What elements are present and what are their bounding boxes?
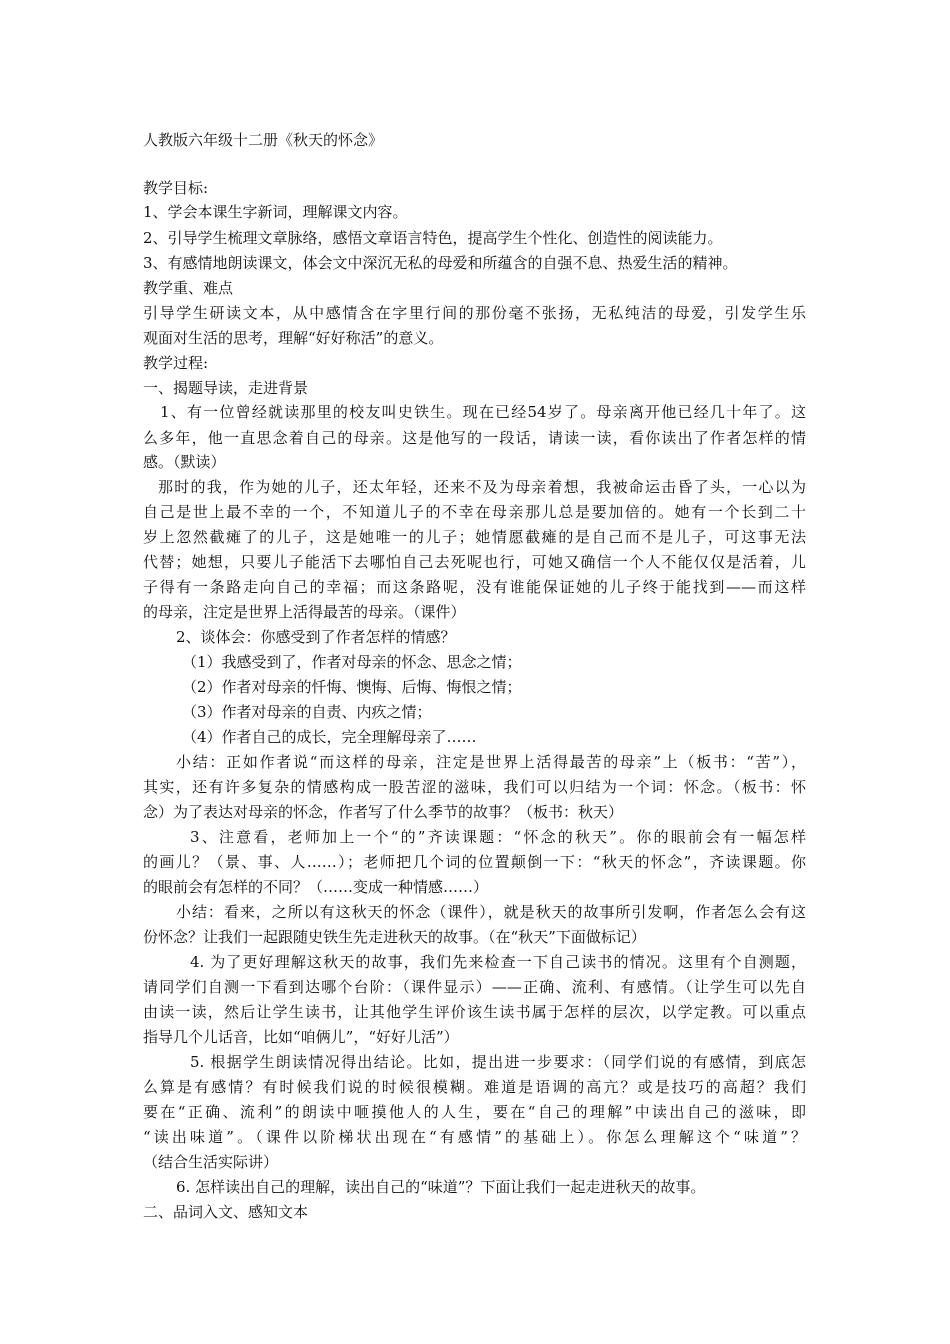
quote-line: 代替；她想，只要儿子能活下去哪怕自己去死呢也行，可她又确信一个人不能仅仅是活着，儿	[143, 553, 806, 571]
paragraph-line: 由读一读，然后让学生读书，让其他学生评价该生读书属于怎样的层次，以学定教。可以重点	[143, 1003, 806, 1021]
paragraph-line: 的眼前会有怎样的不同？（……变成一种情感……）	[143, 878, 489, 896]
process-heading: 教学过程:	[143, 354, 209, 372]
quote-line: 的母亲，注定是世界上活得最苦的母亲。（课件）	[143, 603, 466, 621]
summary-line: 小结：正如作者说“而这样的母亲，注定是世界上活得最苦的母亲”上（板书：“苦”），	[176, 753, 806, 771]
paragraph-line: 1、有一位曾经就读那里的校友叫史铁生。现在已经54岁了。母亲离开他已经几十年了。这	[160, 403, 806, 421]
document-title: 人教版六年级十二册《秋天的怀念》	[143, 131, 384, 149]
paragraph-line: 5. 根据学生朗读情况得出结论。比如，提出进一步要求：（同学们说的有感情，到底怎	[190, 1053, 806, 1071]
quote-line: 子得有一条路走向自己的幸福；而这条路呢，没有谁能保证她的儿子终于能找到——而这样	[143, 578, 806, 596]
summary-line: 其实，还有许多复杂的情感构成一股苦涩的滋味，我们可以归结为一个词：怀念。（板书：怀	[143, 778, 806, 796]
key-points-line: 观面对生活的思考，理解“好好称活”的意义。	[143, 329, 444, 347]
objective-item: 1、学会本课生字新词，理解课文内容。	[143, 203, 408, 221]
section-heading: 一、揭题导读，走进背景	[143, 379, 309, 397]
quote-line: 自己是世上最不幸的一个，不知道儿子的不幸在母亲那儿总是要加倍的。她有一个长到二十	[143, 503, 806, 521]
paragraph-line: （结合生活实际讲）	[143, 1153, 279, 1171]
paragraph-line: 2、谈体会：你感受到了作者怎样的情感？	[176, 628, 456, 646]
paragraph-line: 指导几个儿话音，比如“咱俩儿”，“好好儿活”）	[143, 1028, 459, 1046]
paragraph-line: 么算是有感情？有时候我们说的时候很模糊。难道是语调的高亢？或是技巧的高超？我们	[143, 1078, 806, 1096]
section-heading: 二、品词入文、感知文本	[143, 1203, 309, 1221]
objectives-heading: 教学目标:	[143, 179, 209, 197]
feeling-item: （1）我感受到了，作者对母亲的怀念、思念之情；	[182, 653, 522, 671]
objective-item: 3、有感情地朗读课文，体会文中深沉无私的母爱和所蕴含的自强不息、热爱生活的精神。	[143, 254, 738, 272]
paragraph-line: 请同学们自测一下看到达哪个台阶：（课件显示）——正确、流利、有感情。（让学生可以先自	[143, 978, 806, 996]
summary-line: 念）为了表达对母亲的怀念，作者写了什么季节的故事？（板书：秋天）	[143, 803, 624, 821]
objective-item: 2、引导学生梳理文章脉络，感悟文章语言特色，提高学生个性化、创造性的阅读能力。	[143, 229, 723, 247]
feeling-item: （4）作者自己的成长，完全理解母亲了……	[182, 728, 477, 746]
paragraph-line: 感。（默读）	[143, 453, 226, 471]
paragraph-line: 么多年，他一直思念着自己的母亲。这是他写的一段话，请读一读，看你读出了作者怎样的情	[143, 429, 806, 447]
paragraph-line: 3、注意看，老师加上一个“的”齐读课题：“怀念的秋天”。你的眼前会有一幅怎样	[190, 828, 806, 846]
key-points-heading: 教学重、难点	[143, 279, 234, 297]
paragraph-line: 6. 怎样读出自己的理解，读出自己的“味道”？下面让我们一起走进秋天的故事。	[176, 1178, 706, 1196]
summary-line: 小结：看来，之所以有这秋天的怀念（课件），就是秋天的故事所引发啊，作者怎么会有这	[176, 903, 806, 921]
feeling-item: （3）作者对母亲的自责、内疚之情；	[182, 703, 432, 721]
paragraph-line: 要在“正确、流利”的朗读中咂摸他人的人生，要在“自己的理解”中读出自己的滋味，即	[143, 1103, 806, 1121]
feeling-item: （2）作者对母亲的忏悔、懊悔、后悔、悔恨之情；	[182, 678, 522, 696]
quote-line: 那时的我，作为她的儿子，还太年轻，还来不及为母亲着想，我被命运击昏了头，一心以为	[158, 478, 806, 496]
paragraph-line: “读出味道”。（课件以阶梯状出现在“有感情”的基础上）。你怎么理解这个“味道”？	[143, 1128, 806, 1146]
summary-line: 份怀念？让我们一起跟随史铁生先走进秋天的故事。（在“秋天”下面做标记）	[143, 928, 646, 946]
quote-line: 岁上忽然截瘫了的儿子，这是她唯一的儿子；她情愿截瘫的是自己而不是儿子，可这事无法	[143, 528, 806, 546]
paragraph-line: 的画儿？（景、事、人……）；老师把几个词的位置颠倒一下：“秋天的怀念”，齐读课题。你	[143, 853, 806, 871]
key-points-line: 引导学生研读文本，从中感情含在字里行间的那份毫不张扬，无私纯洁的母爱，引发学生乐	[143, 304, 806, 322]
paragraph-line: 4. 为了更好理解这秋天的故事，我们先来检查一下自己读书的情况。这里有个自测题，	[190, 953, 806, 971]
